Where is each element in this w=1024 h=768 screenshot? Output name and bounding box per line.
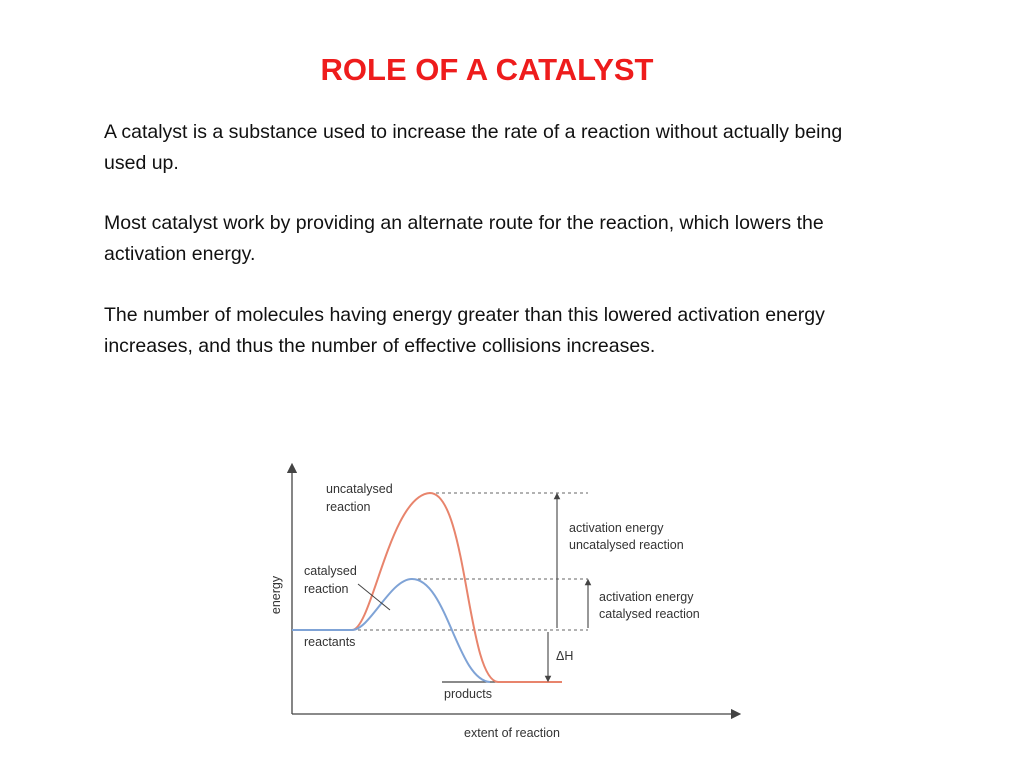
y-axis-label: energy <box>269 575 283 615</box>
energy-profile-diagram <box>262 460 752 750</box>
paragraph-effect: The number of molecules having energy greater than this lowered activation energy increases, and thus the number of effective collisions increases. <box>104 304 825 357</box>
catalysed-label-line2: reaction <box>304 582 349 596</box>
uncatalysed-label-line2: reaction <box>326 500 371 514</box>
paragraph-mechanism: Most catalyst work by providing an alternate route for the reaction, which lowers the activation energy. <box>104 212 824 265</box>
ea-catalysed-label-line1: activation energy <box>599 590 694 604</box>
uncatalysed-label-line1: uncatalysed <box>326 482 393 496</box>
ea-uncatalysed-label-line1: activation energy <box>569 521 664 535</box>
products-label: products <box>444 687 492 701</box>
catalysed-label-line1: catalysed <box>304 564 357 578</box>
ea-catalysed-label-line2: catalysed reaction <box>599 607 700 621</box>
reactants-label: reactants <box>304 635 356 649</box>
paragraph-definition: A catalyst is a substance used to increase the rate of a reaction without actually being used up. <box>104 121 843 174</box>
ea-uncatalysed-label-line2: uncatalysed reaction <box>569 538 684 552</box>
delta-h-label: ΔH <box>556 649 574 663</box>
x-axis-label: extent of reaction <box>464 726 560 740</box>
slide-title: ROLE OF A CATALYST <box>320 52 654 87</box>
